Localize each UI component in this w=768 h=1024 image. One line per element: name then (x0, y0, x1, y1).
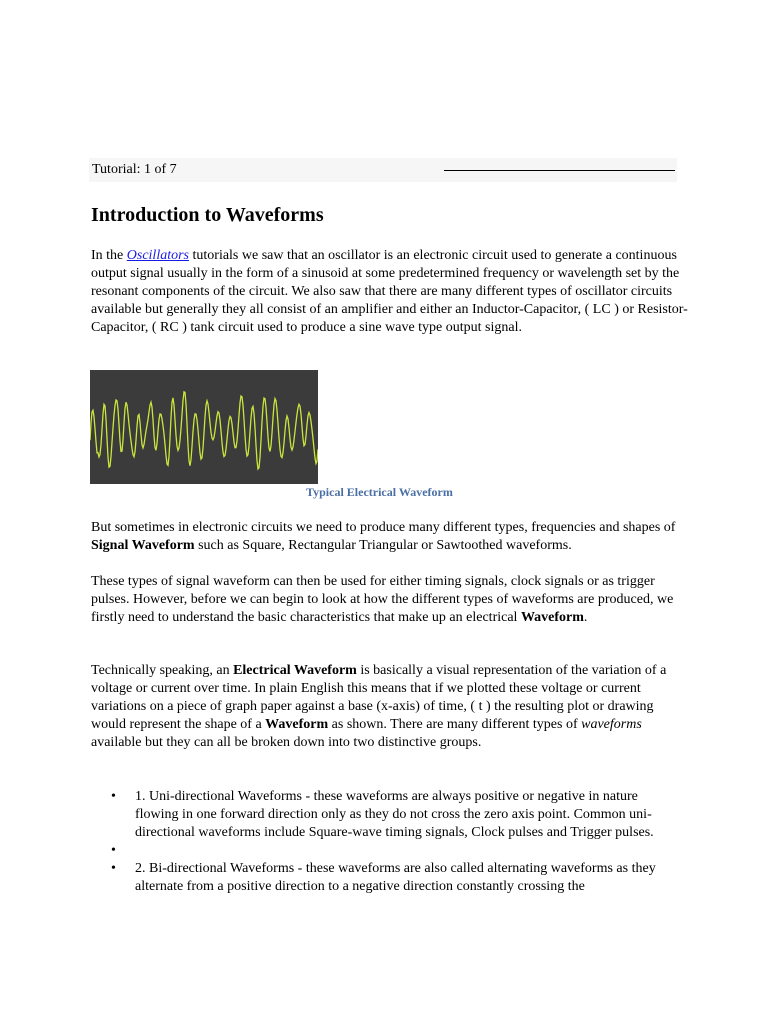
list-item-uni-directional: 1. Uni-directional Waveforms - these waveforms are always positive or negative in nature flowing in one forward direction only as they do not cross the zero axis point. Common uni-directional waveforms include Square-wave timing signals, Clock pulses and Trigger pulses. (135, 789, 654, 840)
list-item-bi-directional: 2. Bi-directional Waveforms - these waveforms are also called alternating waveforms as they alternate from a positive direction to a negative direction constantly crossing the (135, 861, 656, 894)
p2-text-c: such as Square, Rectangular Triangular or Sawtoothed waveforms. (194, 538, 572, 553)
waveform-groups-list (91, 788, 681, 896)
bullet-icon: • (111, 843, 116, 858)
divider-line (444, 170, 675, 171)
p2-text-a: But sometimes in electronic circuits we need to produce many different types, frequencies and shapes of (91, 520, 676, 535)
paragraph-signal-types (91, 573, 691, 627)
intro-text-after: tutorials we saw that an oscillator is an electronic circuit used to generate a continuous output signal usually in the form of a sinusoid at some predetermined frequency or wavelength set by the resonant components of the circuit. We also saw that there are many different types of oscillator circuits available but generally they all consist of an amplifier and either an Inductor-Capacitor, ( LC ) or Resistor-Capacitor, ( RC ) tank circuit used to produce a sine wave type output signal. (91, 248, 688, 335)
list-item (91, 860, 681, 896)
p3-text-c: . (583, 610, 588, 625)
paragraph-signal-waveform (91, 519, 691, 555)
list-item (91, 842, 681, 860)
p4-italic-waveforms: waveforms (581, 717, 642, 732)
bullet-icon: • (111, 789, 116, 804)
intro-paragraph (91, 247, 691, 337)
p4-text-e: as shown. There are many different types of (328, 717, 582, 732)
page-title: Introduction to Waveforms (91, 204, 324, 226)
tutorial-label: Tutorial: 1 of 7 (92, 162, 177, 177)
p4-bold-waveform: Waveform (265, 717, 329, 732)
p2-bold-signal-waveform: Signal Waveform (91, 538, 195, 553)
p4-text-g: available but they can all be broken down into two distinctive groups. (91, 735, 482, 750)
p4-text-c: is basically a visual representation of the variation of a voltage or current over time. In plain English this means that if we plotted these voltage or current variations on a piece of graph paper against a base (x-axis) of time, ( t ) the resulting plot or drawing would represent the shape of a (91, 663, 667, 732)
paragraph-electrical-waveform (91, 662, 691, 752)
p3-text-a: These types of signal waveform can then be used for either timing signals, clock signals or as trigger pulses. However, before we can begin to look at how the different types of waveforms are produced, we firstly need to understand the basic characteristics that make up an electrical (91, 574, 674, 625)
waveform-trace-svg (90, 370, 318, 484)
waveform-trace (90, 392, 318, 469)
p3-bold-waveform: Waveform (520, 610, 584, 625)
oscillators-link[interactable]: Oscillators (126, 248, 189, 263)
list-item (91, 788, 681, 842)
intro-text-before: In the (91, 248, 127, 263)
figure-caption: Typical Electrical Waveform (306, 485, 453, 499)
bullet-icon: • (111, 861, 116, 876)
waveform-image (90, 370, 318, 484)
p4-bold-electrical-waveform: Electrical Waveform (233, 663, 357, 678)
tutorial-bar (89, 158, 677, 182)
p4-text-a: Technically speaking, an (91, 663, 234, 678)
